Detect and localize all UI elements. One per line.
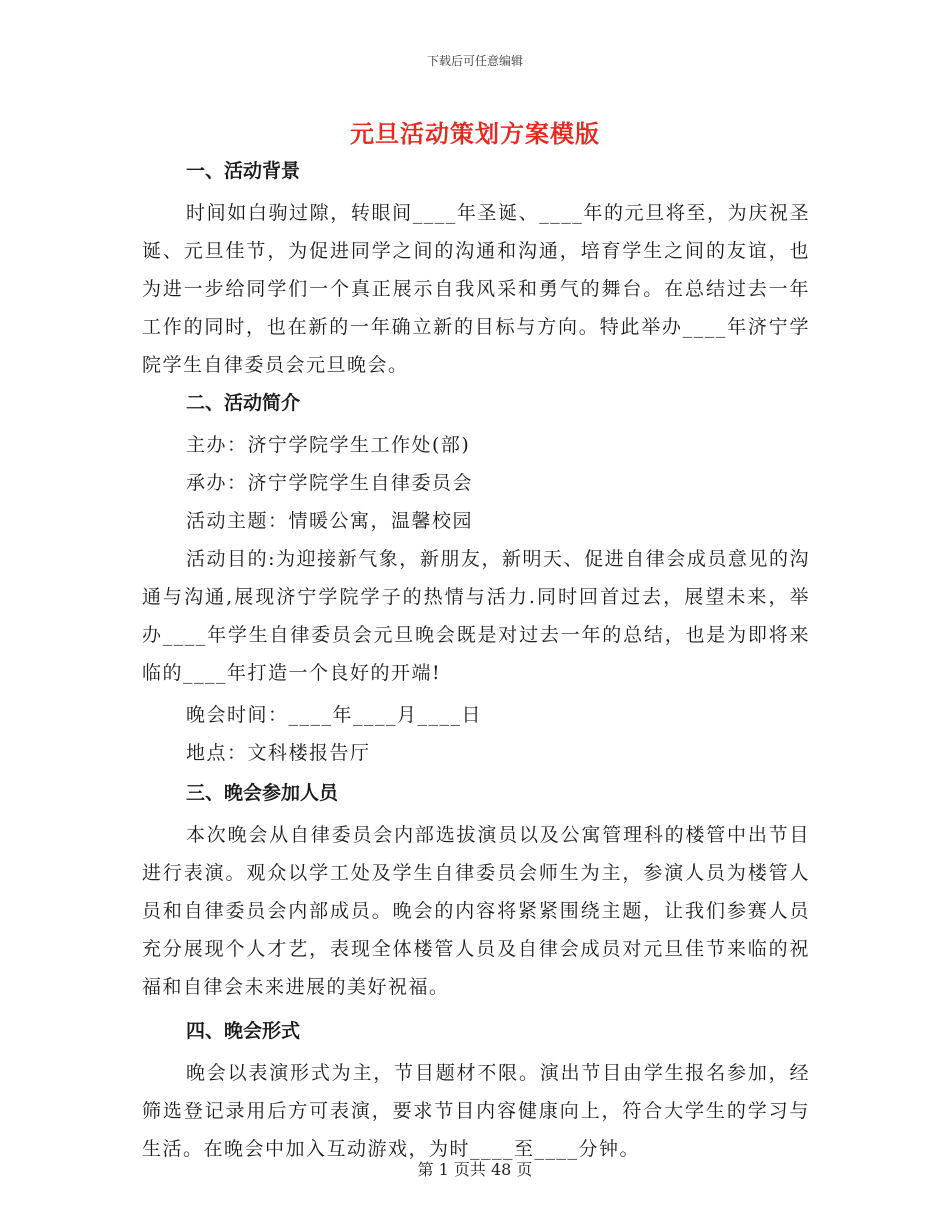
section-heading-overview: 二、活动简介 <box>186 392 301 414</box>
time-line: 晚会时间：____年____月____日 <box>186 704 483 726</box>
section-heading-format: 四、晚会形式 <box>186 1020 301 1042</box>
header-note: 下载后可任意编辑 <box>426 54 523 68</box>
format-paragraph: 晚会以表演形式为主，节目题材不限。演出节目由学生报名参加，经筛选登记录用后方可表演，要求节目内容健康向上，符合大学生的学习与生活。在晚会中加入互动游戏，为时____至____分钟。 <box>142 1062 810 1160</box>
organizer-line: 承办：济宁学院学生自律委员会 <box>186 472 474 494</box>
section-heading-participants: 三、晚会参加人员 <box>186 782 339 804</box>
section-heading-background: 一、活动背景 <box>186 160 301 182</box>
document-body <box>142 156 810 1172</box>
theme-line: 活动主题：情暖公寓，温馨校园 <box>186 510 474 532</box>
document-title: 元旦活动策划方案模版 <box>350 120 600 148</box>
participants-paragraph: 本次晚会从自律委员会内部选拔演员以及公寓管理科的楼管中出节目进行表演。观众以学工处及学生自律委员会师生为主，参演人员为楼管人员和自律委员会内部成员。晚会的内容将紧紧围绕主题，让我们参赛人员充分展现个人才艺，表现全体楼管人员及自律会成员对元旦佳节来临的祝福和自律会未来进展的美好祝福。 <box>142 824 810 998</box>
page-number: 第 1 页共 48 页 <box>417 1160 533 1179</box>
host-line: 主办：济宁学院学生工作处(部) <box>186 434 471 456</box>
venue-line: 地点：文科楼报告厅 <box>186 742 371 764</box>
purpose-paragraph: 活动目的:为迎接新气象，新朋友，新明天、促进自律会成员意见的沟通与沟通,展现济宁学院学子的热情与活力.同时回首过去，展望未来，举办____年学生自律委员会元旦晚会既是对过去一年的总结，也是为即将来临的____年打造一个良好的开端! <box>142 548 810 684</box>
background-paragraph: 时间如白驹过隙，转眼间____年圣诞、____年的元旦将至，为庆祝圣诞、元旦佳节，为促进同学之间的沟通和沟通，培育学生之间的友谊，也为进一步给同学们一个真正展示自我风采和勇气的舞台。在总结过去一年工作的同时，也在新的一年确立新的目标与方向。特此举办____年济宁学院学生自律委员会元旦晚会。 <box>142 202 810 376</box>
